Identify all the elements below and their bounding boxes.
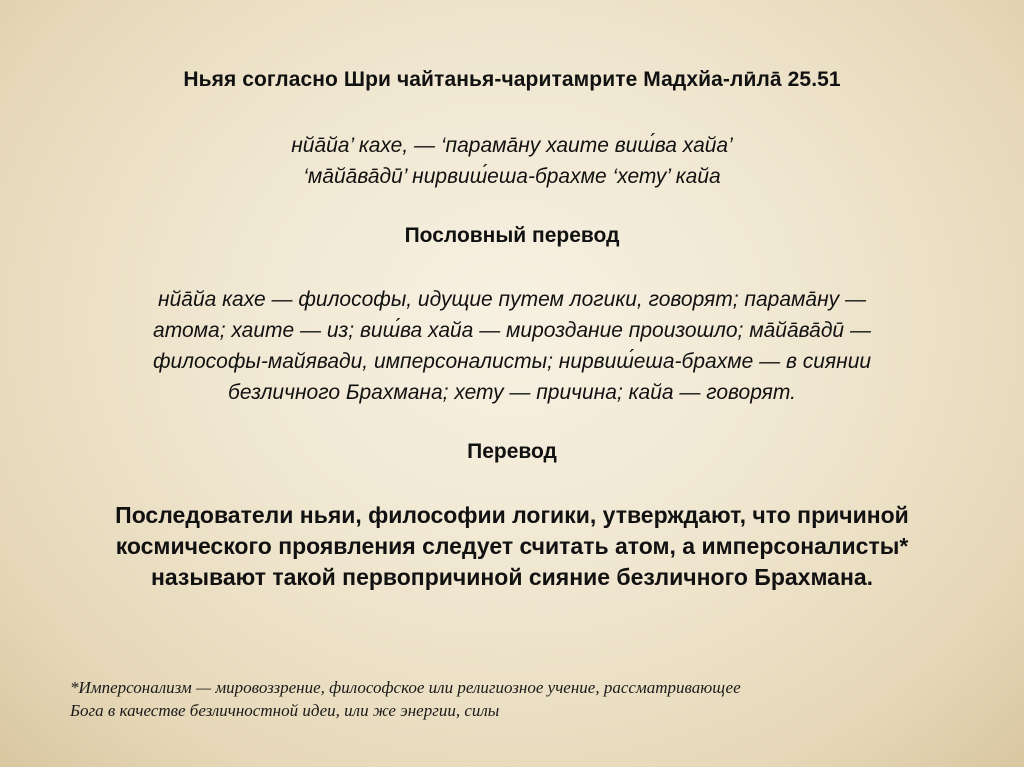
footnote [70,676,970,722]
word-by-word-text [0,284,1024,408]
verse-line: нйа̄йа’ кахе, — ‘парама̄ну хаите виш́ва хайа’ [291,134,733,157]
word-by-word-line: атома; хаите — из; виш́ва хайа — мироздание произошло; ма̄йа̄ва̄дӣ — [153,319,871,342]
footnote-line: Бога в качестве безличностной идеи, или же энергии, силы [70,701,500,720]
translation-line: называют такой первопричиной сияние безличного Брахмана. [150,564,874,590]
footnote-line: *Имперсонализм — мировоззрение, философское или религиозное учение, рассматривающее [70,678,741,697]
translation-line: Последователи ньяи, философии логики, утверждают, что причиной [115,502,909,528]
verse [0,130,1024,192]
translation-heading: Перевод [467,440,557,463]
word-by-word-line: нйа̄йа кахе — философы, идущие путем логики, говорят; парама̄ну — [158,288,866,311]
word-by-word-heading: Пословный перевод [404,224,620,247]
translation-line: космического проявления следует считать атом, а имперсоналисты* [115,533,909,559]
slide-title: Ньяя согласно Шри чайтанья-чаритамрите Мадхйа-лӣла̄ 25.51 [183,68,841,91]
word-by-word-line: безличного Брахмана; хету — причина; кайа — говорят. [228,381,796,404]
translation-text [0,500,1024,593]
word-by-word-line: философы-майявади, имперсоналисты; нирвиш́еша-брахме — в сиянии [152,350,872,373]
verse-line: ‘ма̄йа̄ва̄дӣ’ нирвиш́еша-брахме ‘хету’ кайа [303,165,721,188]
